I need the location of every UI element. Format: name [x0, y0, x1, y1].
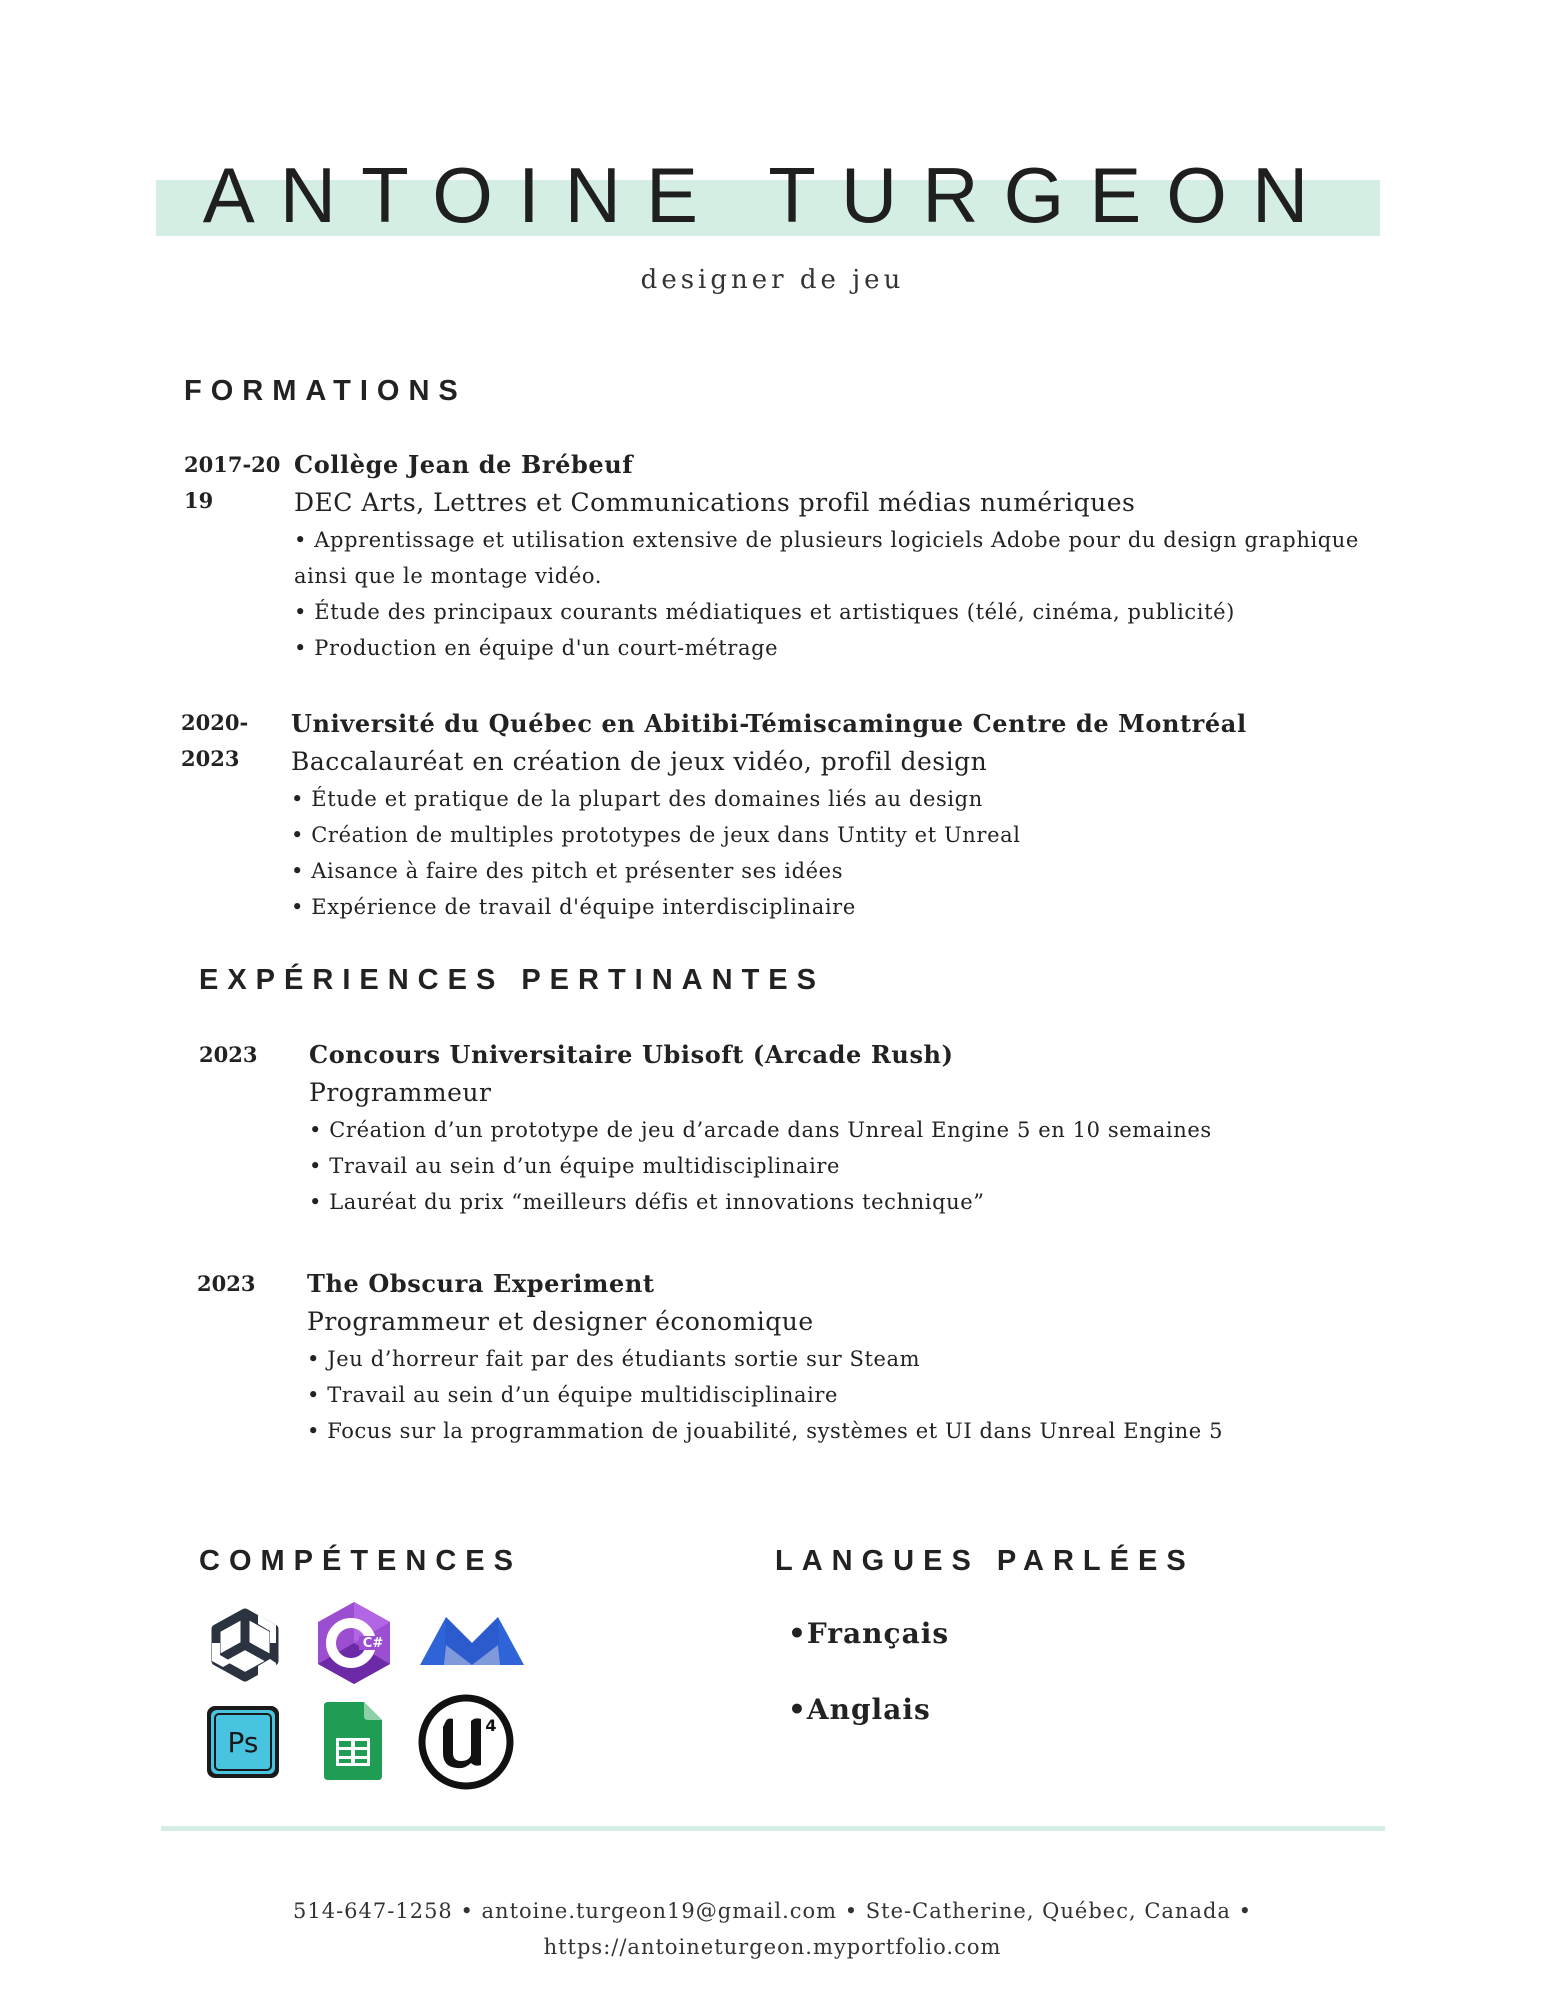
experience-title: Concours Universitaire Ubisoft (Arcade Rush)	[309, 1040, 954, 1069]
experience-role: Programmeur	[309, 1078, 492, 1107]
formation-bullet: • Étude et pratique de la plupart des domaines liés au design	[291, 787, 983, 811]
csharp-icon	[315, 1600, 393, 1686]
experience-bullet: • Focus sur la programmation de jouabilité, systèmes et UI dans Unreal Engine 5	[307, 1419, 1224, 1443]
unity-icon	[206, 1605, 284, 1683]
formation-bullet: • Production en équipe d'un court-métrage	[294, 636, 779, 660]
formation-bullet: • Création de multiples prototypes de jeux dans Untity et Unreal	[291, 823, 1021, 847]
experience-entry	[307, 1265, 1377, 1449]
experience-bullet: • Création d’un prototype de jeu d’arcade dans Unreal Engine 5 en 10 semaines	[309, 1118, 1212, 1142]
formation-school: Collège Jean de Brébeuf	[294, 450, 634, 479]
formation-entry	[294, 446, 1384, 666]
section-heading-experiences: EXPÉRIENCES PERTINANTES	[199, 964, 825, 996]
formation-entry	[291, 705, 1381, 925]
section-heading-competences: COMPÉTENCES	[199, 1545, 522, 1577]
unreal-engine-icon	[417, 1693, 515, 1791]
formation-bullet: • Étude des principaux courants médiatiques et artistiques (télé, cinéma, publicité)	[294, 600, 1235, 624]
csharp-label: C#	[362, 1636, 384, 1651]
formation-years	[181, 705, 281, 777]
experience-year: 2023	[197, 1271, 256, 1296]
portfolio-link[interactable]: https://antoineturgeon.myportfolio.com	[543, 1935, 1002, 1959]
formation-program: DEC Arts, Lettres et Communications profil médias numériques	[294, 488, 1136, 517]
experience-title: The Obscura Experiment	[307, 1269, 655, 1298]
formation-school: Université du Québec en Abitibi-Témiscamingue Centre de Montréal	[291, 709, 1247, 738]
candidate-name: ANTOINE TURGEON	[202, 151, 1334, 239]
formation-years-line2: 19	[184, 488, 214, 513]
footer-divider	[161, 1826, 1385, 1831]
experience-role: Programmeur et designer économique	[307, 1307, 814, 1336]
experience-bullet: • Jeu d’horreur fait par des étudiants sortie sur Steam	[307, 1347, 921, 1371]
autodesk-maya-icon	[420, 1615, 524, 1667]
formation-bullet: • Apprentissage et utilisation extensive de plusieurs logiciels Adobe pour du design graphique ainsi que le montage vidéo.	[294, 528, 1359, 588]
formation-bullet: • Expérience de travail d'équipe interdisciplinaire	[291, 895, 856, 919]
photoshop-label: Ps	[227, 1726, 259, 1759]
formation-years-line1: 2020-	[181, 710, 249, 735]
photoshop-icon	[204, 1703, 282, 1781]
formation-years-line1: 2017-20	[184, 452, 281, 477]
formation-years	[184, 447, 284, 519]
formation-years-line2: 2023	[181, 746, 240, 771]
experience-year: 2023	[199, 1042, 258, 1067]
section-heading-langues: LANGUES PARLÉES	[775, 1545, 1195, 1577]
formation-program: Baccalauréat en création de jeux vidéo, profil design	[291, 747, 988, 776]
candidate-title: designer de jeu	[640, 265, 905, 295]
language-item: •Anglais	[788, 1693, 931, 1726]
formation-bullet: • Aisance à faire des pitch et présenter ses idées	[291, 859, 844, 883]
experience-bullet: • Travail au sein d’un équipe multidisciplinaire	[309, 1154, 841, 1178]
contact-footer	[0, 1893, 1545, 1965]
section-heading-formations: FORMATIONS	[184, 375, 467, 407]
google-sheets-icon	[322, 1700, 384, 1782]
experience-bullet: • Travail au sein d’un équipe multidisciplinaire	[307, 1383, 839, 1407]
language-item: •Français	[788, 1617, 950, 1650]
experience-bullet: • Lauréat du prix “meilleurs défis et innovations technique”	[309, 1190, 985, 1214]
contact-line: 514-647-1258 • antoine.turgeon19@gmail.com • Ste-Catherine, Québec, Canada •	[292, 1899, 1252, 1923]
experience-entry	[309, 1036, 1379, 1220]
unreal-version-label: 4	[485, 1716, 497, 1735]
